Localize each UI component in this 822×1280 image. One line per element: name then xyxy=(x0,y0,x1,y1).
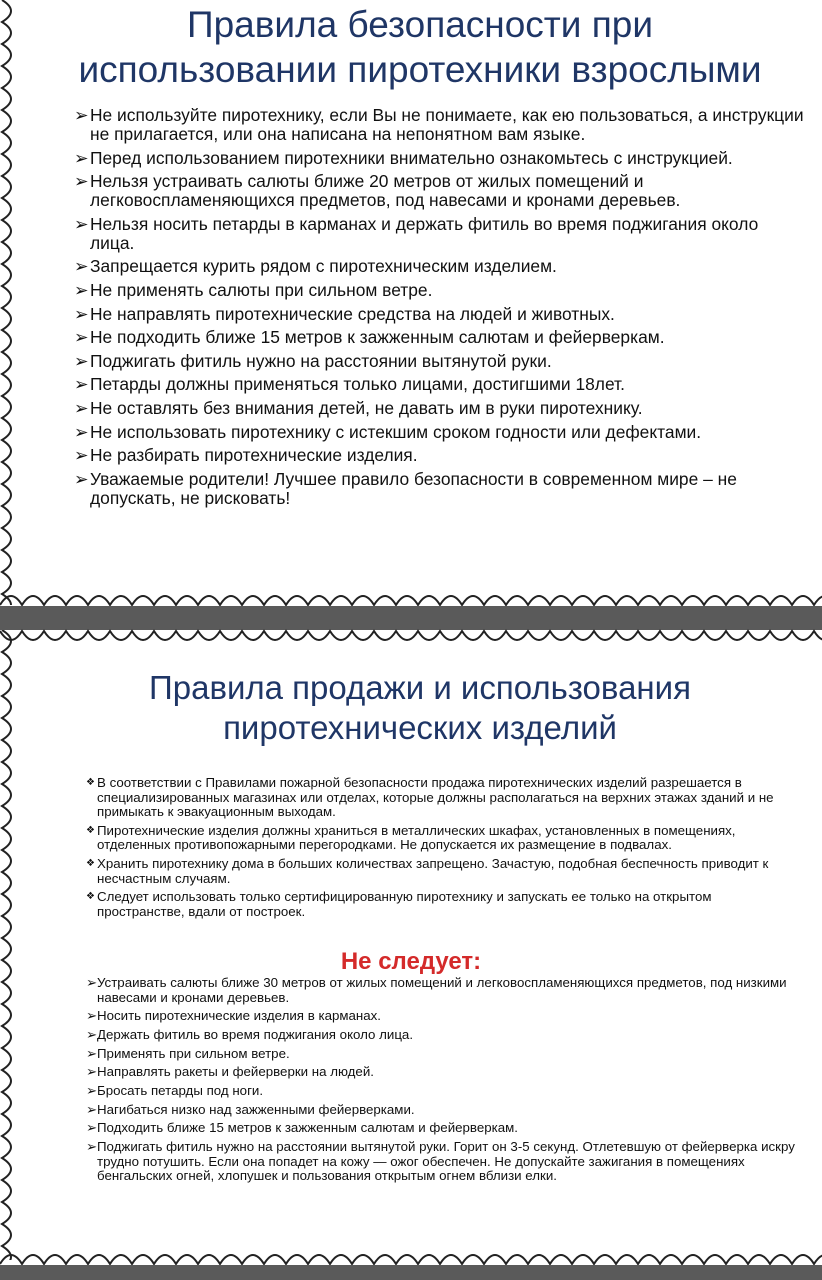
bottom-band xyxy=(0,1265,822,1280)
arrow-bullet-icon: ➢ xyxy=(74,468,89,489)
list-item: ➢ Поджигать фитиль нужно на расстоянии вытянутой руки. xyxy=(74,350,552,371)
section2-title-line2: пиротехнических изделий xyxy=(223,709,617,747)
list-item: ➢ Подходить ближе 15 метров к зажженным салютам и фейерверкам. xyxy=(86,1120,518,1136)
arrow-bullet-icon: ➢ xyxy=(74,327,89,348)
list-item: ➢ Не применять салюты при сильном ветре. xyxy=(74,279,433,300)
list-item: ➢ Устраивать салюты ближе 30 метров от жилых помещений и легковоспламеняющихся предметов, под низкими навесами и кронами деревьев. xyxy=(86,975,787,1005)
list-item: ➢ Носить пиротехнические изделия в карманах. xyxy=(86,1008,381,1024)
list-item: ❖ Хранить пиротехнику дома в больших количествах запрещено. Зачастую, подобная беспечность приводит к несчастным случаям. xyxy=(86,855,769,886)
arrow-bullet-icon: ➢ xyxy=(86,1064,98,1080)
arrow-bullet-icon: ➢ xyxy=(86,1101,98,1117)
list-item: ➢ Не подходить ближе 15 метров к зажженным салютам и фейерверкам. xyxy=(74,327,665,348)
section2-rules-list xyxy=(86,776,796,923)
list-item: ➢ Нельзя устраивать салюты ближе 20 метров от жилых помещений и легковоспламеняющихся предметов, под навесами и кронами деревьев. xyxy=(74,171,681,211)
section2-title-line1: Правила продажи и использования xyxy=(149,669,691,706)
list-item: ➢ Не оставлять без внимания детей, не давать им в руки пиротехнику. xyxy=(74,397,643,418)
arrow-bullet-icon: ➢ xyxy=(74,256,89,277)
arrow-bullet-icon: ➢ xyxy=(74,105,89,125)
arrow-bullet-icon: ➢ xyxy=(74,374,89,395)
arrow-bullet-icon: ➢ xyxy=(86,1026,98,1042)
list-item: ➢ Не направлять пиротехнические средства на людей и животных. xyxy=(74,303,615,324)
divider-band xyxy=(0,606,822,630)
divider-scallop-top xyxy=(0,587,822,607)
list-item: ➢ Петарды должны применяться только лицами, достигшими 18лет. xyxy=(74,374,625,395)
arrow-bullet-icon: ➢ xyxy=(86,1083,98,1099)
list-item: ➢ Применять при сильном ветре. xyxy=(86,1045,290,1061)
list-item: ➢ Не использовать пиротехнику с истекшим сроком годности или дефектами. xyxy=(74,421,702,442)
list-item: ➢ Уважаемые родители! Лучшее правило безопасности в современном мире – не допускать, не рисковать! xyxy=(74,468,737,508)
bottom-scallop-border xyxy=(0,1246,822,1266)
list-item: ➢ Направлять ракеты и фейерверки на людей. xyxy=(86,1064,374,1080)
section1-title xyxy=(30,2,810,92)
divider-scallop-bottom xyxy=(0,629,822,649)
list-item: ➢ Бросать петарды под ноги. xyxy=(86,1083,264,1099)
arrow-bullet-icon: ➢ xyxy=(74,171,89,192)
arrow-bullet-icon: ➢ xyxy=(86,1139,98,1155)
arrow-bullet-icon: ➢ xyxy=(86,975,98,990)
arrow-bullet-icon: ➢ xyxy=(86,1120,98,1136)
list-item: ➢ Нагибаться низко над зажженными фейерверками. xyxy=(86,1101,415,1117)
list-item: ➢ Нельзя носить петарды в карманах и держать фитиль во время поджигания около лица. xyxy=(74,213,759,253)
diamond-bullet-icon: ❖ xyxy=(86,891,95,903)
list-item: ➢ Держать фитиль во время поджигания около лица. xyxy=(86,1026,414,1042)
arrow-bullet-icon: ➢ xyxy=(74,213,89,234)
not-allowed-list xyxy=(86,976,798,1188)
list-item: ❖ Пиротехнические изделия должны храниться в металлических шкафах, установленных в помещениях, отделенных противопожарными перегородками. Не допускается их размещение в подвалах. xyxy=(86,822,736,853)
list-item: ➢ Запрещается курить рядом с пиротехническим изделием. xyxy=(74,256,557,277)
arrow-bullet-icon: ➢ xyxy=(86,1008,98,1024)
arrow-bullet-icon: ➢ xyxy=(74,445,89,466)
arrow-bullet-icon: ➢ xyxy=(74,397,89,418)
left-scallop-border-bottom xyxy=(0,630,22,1260)
section1-title-line1: Правила безопасности при xyxy=(187,4,653,45)
list-item: ➢ Поджигать фитиль нужно на расстоянии вытянутой руки. Горит он 3-5 секунд. Отлетевшую от фейерверка искру трудно потушить. Если она попадет на кожу — ожог обеспечен. Не допускайте зажигания в помещениях бенгальских огней, хлопушек и пользования открытым огнем вблизи елки. xyxy=(86,1139,795,1184)
left-scallop-border-top xyxy=(0,0,22,605)
arrow-bullet-icon: ➢ xyxy=(86,1045,98,1061)
list-item: ➢ Не разбирать пиротехнические изделия. xyxy=(74,445,418,466)
arrow-bullet-icon: ➢ xyxy=(74,421,89,442)
diamond-bullet-icon: ❖ xyxy=(86,857,95,869)
diamond-bullet-icon: ❖ xyxy=(86,824,95,836)
arrow-bullet-icon: ➢ xyxy=(74,303,89,324)
arrow-bullet-icon: ➢ xyxy=(74,279,89,300)
list-item: ➢ Не используйте пиротехнику, если Вы не понимаете, как ею пользоваться, а инструкции не прилагается, или она написана на непонятном вам языке. xyxy=(74,105,804,144)
section2-title xyxy=(30,668,810,749)
diamond-bullet-icon: ❖ xyxy=(86,777,95,788)
arrow-bullet-icon: ➢ xyxy=(74,147,89,168)
section1-rules-list xyxy=(74,106,804,512)
list-item: ❖ В соответствии с Правилами пожарной безопасности продажа пиротехнических изделий разрешается в специализированных магазинах или отделах, которые должны располагаться на верхних этажах зданий и не примыкать к эвакуационным выходам. xyxy=(86,775,774,820)
arrow-bullet-icon: ➢ xyxy=(74,350,89,371)
not-allowed-heading: Не следует: xyxy=(340,948,482,975)
section1-title-line2: использовании пиротехники взрослыми xyxy=(78,49,762,91)
list-item: ➢ Перед использованием пиротехники внимательно ознакомьтесь с инструкцией. xyxy=(74,147,733,168)
list-item: ❖ Следует использовать только сертифицированную пиротехнику и запускать ее только на открытом пространстве, вдали от построек. xyxy=(86,889,712,919)
